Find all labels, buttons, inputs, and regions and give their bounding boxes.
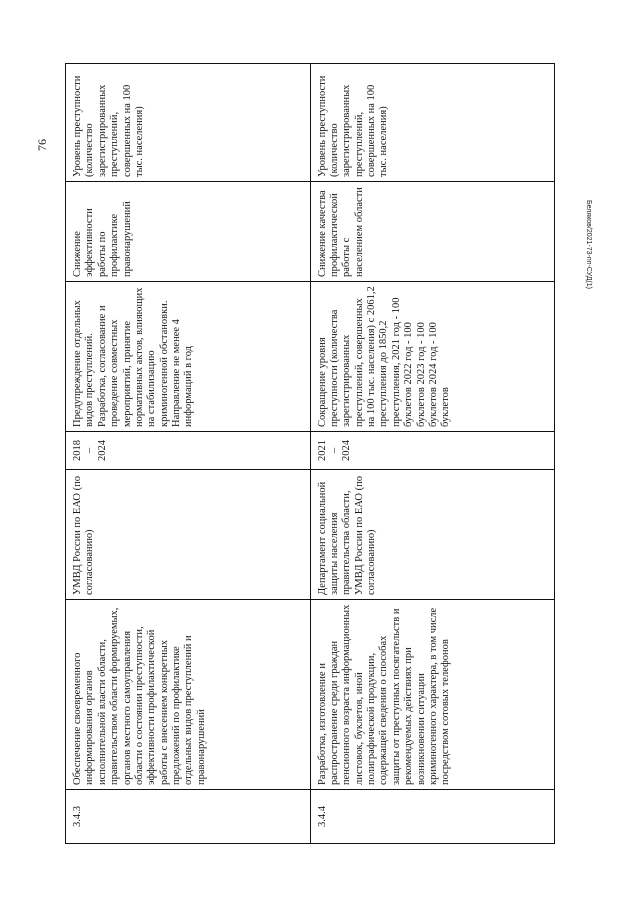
task-cell: Разработка, изготовление и распространение среди граждан пенсионного возраста информационных листовок, буклетов, иной полиграфической продукции, содержащей сведения о способах защиты от преступных посягательств и рекомендуемых действиях при возникновении ситуации криминогенного характера, в том числе посредством сотовых телефонов <box>310 600 555 790</box>
row-number: 3.4.4 <box>310 790 555 844</box>
table-row <box>310 64 555 844</box>
measures-table <box>65 63 555 844</box>
year-start: 2021 <box>316 440 328 461</box>
margin-note: Беляков/2021-73-пп-СУД(1) <box>585 200 592 290</box>
table-row <box>66 64 311 844</box>
year-dash: – <box>84 447 96 454</box>
effect-cell: Снижение эффективности работы по профилактике правонарушений <box>66 182 311 282</box>
years-cell <box>310 432 555 470</box>
table-container <box>65 64 555 844</box>
indicator-cell: Уровень преступности (количество зарегистрированных преступлений, совершенных на 100 тыс. населения) <box>310 64 555 182</box>
indicator-cell: Уровень преступности (количество зарегистрированных преступлений, совершенных на 100 тыс. населения) <box>66 64 311 182</box>
effect-cell: Снижение качества профилактической работы с населением области <box>310 182 555 282</box>
year-end: 2024 <box>341 440 353 461</box>
row-number: 3.4.3 <box>66 790 311 844</box>
executor-cell: Департамент социальной защиты населения правительства области, УМВД России по ЕАО (по согласованию) <box>310 470 555 600</box>
executor-cell: УМВД России по ЕАО (по согласованию) <box>66 470 311 600</box>
year-dash: – <box>328 447 340 454</box>
years-cell <box>66 432 311 470</box>
task-cell: Обеспечение своевременного информирования органов исполнительной власти области, правительством области формируемых, органов местного самоуправления области о состоянии преступности, эффективности профилактической работы с внесением конкретных предложений по профилактике отдельных видов преступлений и правонарушений <box>66 600 311 790</box>
year-start: 2018 <box>72 440 83 461</box>
result-cell: Предупреждение отдельных видов преступлений. Разработка, согласование и проведение совместных мероприятий, принятие нормативных актов, влияющих на стабилизацию криминогенной обстановки. Направление не менее 4 информаций в год <box>66 282 311 432</box>
year-end: 2024 <box>96 440 108 461</box>
page-number: 76 <box>35 139 49 151</box>
result-cell: Сокращение уровня преступности (количества зарегистрированных преступлений, совершенных на 100 тыс. населения) с 2061,2 преступления до 1850,2 преступления, 2021 год - 100 буклетов 2022 год - 100 буклетов 2023 год - 100 буклетов 2024 год - 100 буклетов <box>310 282 555 432</box>
